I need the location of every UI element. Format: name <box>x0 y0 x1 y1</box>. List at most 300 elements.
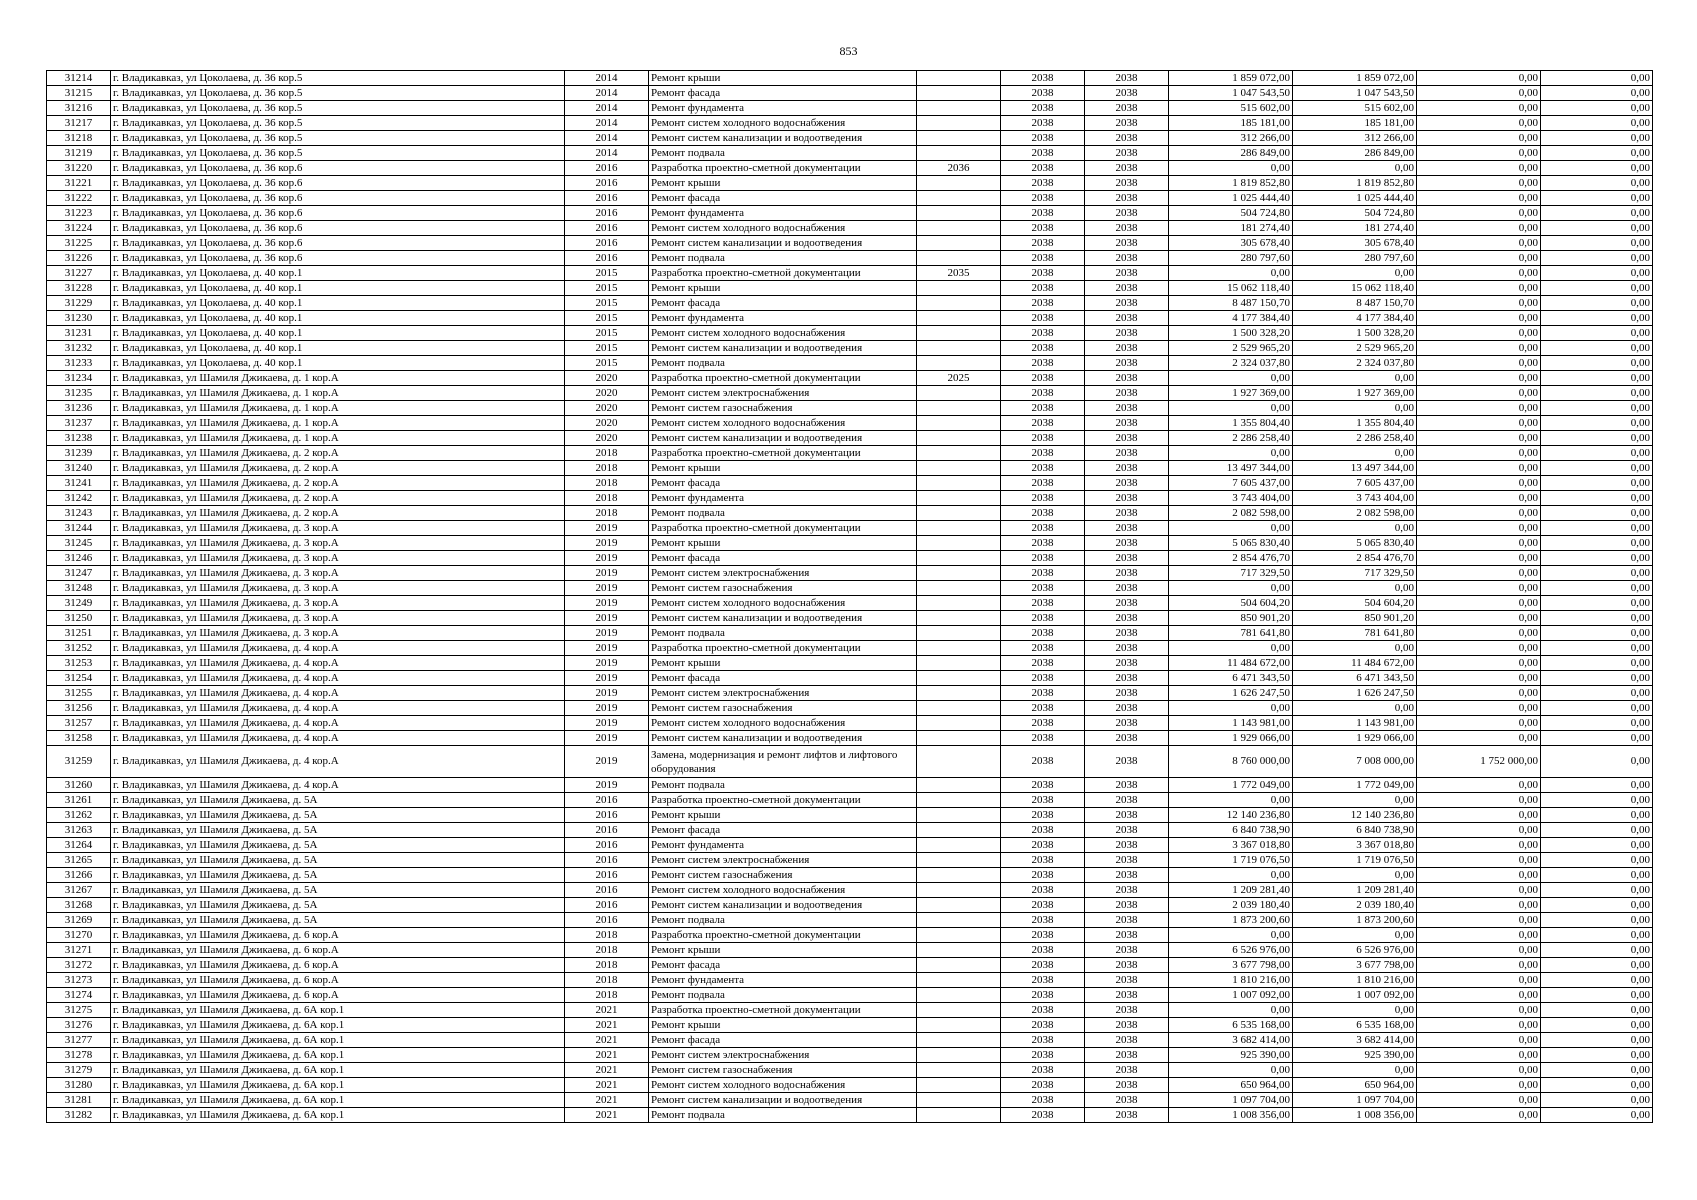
address-cell: г. Владикавказ, ул Шамиля Джикаева, д. 3 кор.А <box>111 566 565 581</box>
total-cost-cell: 504 724,80 <box>1169 206 1293 221</box>
address-cell: г. Владикавказ, ул Шамиля Джикаева, д. 6А кор.1 <box>111 1063 565 1078</box>
row-number-cell: 31271 <box>47 943 111 958</box>
owners-amount-cell: 0,00 <box>1417 311 1541 326</box>
year-built-cell: 2016 <box>565 868 649 883</box>
year-built-cell: 2016 <box>565 191 649 206</box>
owners-amount-cell: 0,00 <box>1417 521 1541 536</box>
plan-year-start-cell: 2038 <box>1001 581 1085 596</box>
other-amount-cell: 0,00 <box>1541 1078 1653 1093</box>
plan-year-end-cell: 2038 <box>1085 808 1169 823</box>
total-cost-cell: 0,00 <box>1169 161 1293 176</box>
design-year-cell <box>917 898 1001 913</box>
address-cell: г. Владикавказ, ул Шамиля Джикаева, д. 6А кор.1 <box>111 1093 565 1108</box>
plan-year-end-cell: 2038 <box>1085 131 1169 146</box>
fund-amount-cell: 3 677 798,00 <box>1293 958 1417 973</box>
plan-year-end-cell: 2038 <box>1085 958 1169 973</box>
work-type-cell: Ремонт фасада <box>649 476 917 491</box>
design-year-cell: 2035 <box>917 266 1001 281</box>
other-amount-cell: 0,00 <box>1541 386 1653 401</box>
row-number-cell: 31255 <box>47 686 111 701</box>
year-built-cell: 2018 <box>565 943 649 958</box>
work-type-cell: Ремонт систем холодного водоснабжения <box>649 116 917 131</box>
plan-year-start-cell: 2038 <box>1001 386 1085 401</box>
other-amount-cell: 0,00 <box>1541 491 1653 506</box>
total-cost-cell: 1 143 981,00 <box>1169 716 1293 731</box>
owners-amount-cell: 0,00 <box>1417 913 1541 928</box>
table-row <box>47 251 1653 266</box>
design-year-cell <box>917 251 1001 266</box>
total-cost-cell: 0,00 <box>1169 266 1293 281</box>
plan-year-start-cell: 2038 <box>1001 416 1085 431</box>
work-type-cell: Ремонт систем электроснабжения <box>649 386 917 401</box>
row-number-cell: 31258 <box>47 731 111 746</box>
design-year-cell <box>917 701 1001 716</box>
owners-amount-cell: 0,00 <box>1417 1033 1541 1048</box>
design-year-cell <box>917 611 1001 626</box>
owners-amount-cell: 0,00 <box>1417 898 1541 913</box>
work-type-cell: Ремонт фундамента <box>649 973 917 988</box>
table-row <box>47 266 1653 281</box>
table-row <box>47 596 1653 611</box>
other-amount-cell: 0,00 <box>1541 808 1653 823</box>
plan-year-start-cell: 2038 <box>1001 236 1085 251</box>
work-type-cell: Ремонт крыши <box>649 808 917 823</box>
fund-amount-cell: 1 859 072,00 <box>1293 71 1417 86</box>
table-row <box>47 883 1653 898</box>
work-type-cell: Разработка проектно-сметной документации <box>649 521 917 536</box>
plan-year-start-cell: 2038 <box>1001 551 1085 566</box>
design-year-cell <box>917 838 1001 853</box>
work-type-cell: Ремонт крыши <box>649 943 917 958</box>
plan-year-start-cell: 2038 <box>1001 778 1085 793</box>
work-type-cell: Ремонт крыши <box>649 461 917 476</box>
owners-amount-cell: 0,00 <box>1417 626 1541 641</box>
plan-year-end-cell: 2038 <box>1085 146 1169 161</box>
work-type-cell: Ремонт крыши <box>649 1018 917 1033</box>
fund-amount-cell: 8 487 150,70 <box>1293 296 1417 311</box>
work-type-cell: Ремонт систем канализации и водоотведения <box>649 611 917 626</box>
row-number-cell: 31226 <box>47 251 111 266</box>
fund-amount-cell: 504 604,20 <box>1293 596 1417 611</box>
year-built-cell: 2014 <box>565 71 649 86</box>
other-amount-cell: 0,00 <box>1541 221 1653 236</box>
year-built-cell: 2020 <box>565 431 649 446</box>
fund-amount-cell: 1 007 092,00 <box>1293 988 1417 1003</box>
year-built-cell: 2019 <box>565 716 649 731</box>
row-number-cell: 31230 <box>47 311 111 326</box>
address-cell: г. Владикавказ, ул Цоколаева, д. 36 кор.6 <box>111 161 565 176</box>
plan-year-start-cell: 2038 <box>1001 686 1085 701</box>
total-cost-cell: 280 797,60 <box>1169 251 1293 266</box>
table-row <box>47 716 1653 731</box>
plan-year-end-cell: 2038 <box>1085 898 1169 913</box>
row-number-cell: 31279 <box>47 1063 111 1078</box>
plan-year-end-cell: 2038 <box>1085 701 1169 716</box>
fund-amount-cell: 6 471 343,50 <box>1293 671 1417 686</box>
plan-year-end-cell: 2038 <box>1085 86 1169 101</box>
design-year-cell <box>917 686 1001 701</box>
year-built-cell: 2016 <box>565 838 649 853</box>
address-cell: г. Владикавказ, ул Цоколаева, д. 36 кор.6 <box>111 191 565 206</box>
other-amount-cell: 0,00 <box>1541 913 1653 928</box>
owners-amount-cell: 0,00 <box>1417 116 1541 131</box>
table-row <box>47 988 1653 1003</box>
row-number-cell: 31219 <box>47 146 111 161</box>
row-number-cell: 31254 <box>47 671 111 686</box>
year-built-cell: 2021 <box>565 1018 649 1033</box>
other-amount-cell: 0,00 <box>1541 146 1653 161</box>
year-built-cell: 2019 <box>565 746 649 778</box>
address-cell: г. Владикавказ, ул Шамиля Джикаева, д. 4 кор.А <box>111 716 565 731</box>
total-cost-cell: 6 471 343,50 <box>1169 671 1293 686</box>
address-cell: г. Владикавказ, ул Цоколаева, д. 36 кор.6 <box>111 176 565 191</box>
row-number-cell: 31224 <box>47 221 111 236</box>
plan-year-end-cell: 2038 <box>1085 386 1169 401</box>
design-year-cell <box>917 521 1001 536</box>
row-number-cell: 31246 <box>47 551 111 566</box>
address-cell: г. Владикавказ, ул Шамиля Джикаева, д. 4 кор.А <box>111 686 565 701</box>
plan-year-start-cell: 2038 <box>1001 731 1085 746</box>
design-year-cell <box>917 341 1001 356</box>
plan-year-start-cell: 2038 <box>1001 446 1085 461</box>
design-year-cell <box>917 356 1001 371</box>
address-cell: г. Владикавказ, ул Цоколаева, д. 36 кор.5 <box>111 71 565 86</box>
total-cost-cell: 1 819 852,80 <box>1169 176 1293 191</box>
other-amount-cell: 0,00 <box>1541 1033 1653 1048</box>
work-type-cell: Разработка проектно-сметной документации <box>649 446 917 461</box>
total-cost-cell: 6 526 976,00 <box>1169 943 1293 958</box>
work-type-cell: Ремонт систем газоснабжения <box>649 1063 917 1078</box>
row-number-cell: 31266 <box>47 868 111 883</box>
address-cell: г. Владикавказ, ул Шамиля Джикаева, д. 3 кор.А <box>111 536 565 551</box>
table-row <box>47 296 1653 311</box>
row-number-cell: 31257 <box>47 716 111 731</box>
other-amount-cell: 0,00 <box>1541 626 1653 641</box>
plan-year-end-cell: 2038 <box>1085 1078 1169 1093</box>
plan-year-start-cell: 2038 <box>1001 131 1085 146</box>
plan-year-start-cell: 2038 <box>1001 1093 1085 1108</box>
address-cell: г. Владикавказ, ул Шамиля Джикаева, д. 1 кор.А <box>111 386 565 401</box>
total-cost-cell: 1 719 076,50 <box>1169 853 1293 868</box>
year-built-cell: 2018 <box>565 491 649 506</box>
work-type-cell: Ремонт систем электроснабжения <box>649 1048 917 1063</box>
design-year-cell <box>917 958 1001 973</box>
other-amount-cell: 0,00 <box>1541 943 1653 958</box>
address-cell: г. Владикавказ, ул Шамиля Джикаева, д. 4 кор.А <box>111 641 565 656</box>
other-amount-cell: 0,00 <box>1541 746 1653 778</box>
year-built-cell: 2019 <box>565 551 649 566</box>
row-number-cell: 31215 <box>47 86 111 101</box>
address-cell: г. Владикавказ, ул Шамиля Джикаева, д. 6 кор.А <box>111 943 565 958</box>
owners-amount-cell: 0,00 <box>1417 296 1541 311</box>
fund-amount-cell: 0,00 <box>1293 581 1417 596</box>
row-number-cell: 31231 <box>47 326 111 341</box>
total-cost-cell: 0,00 <box>1169 701 1293 716</box>
plan-year-end-cell: 2038 <box>1085 71 1169 86</box>
total-cost-cell: 6 535 168,00 <box>1169 1018 1293 1033</box>
plan-year-start-cell: 2038 <box>1001 146 1085 161</box>
other-amount-cell: 0,00 <box>1541 71 1653 86</box>
other-amount-cell: 0,00 <box>1541 823 1653 838</box>
work-type-cell: Ремонт подвала <box>649 1108 917 1123</box>
other-amount-cell: 0,00 <box>1541 701 1653 716</box>
other-amount-cell: 0,00 <box>1541 371 1653 386</box>
design-year-cell <box>917 716 1001 731</box>
total-cost-cell: 3 677 798,00 <box>1169 958 1293 973</box>
total-cost-cell: 1 626 247,50 <box>1169 686 1293 701</box>
plan-year-start-cell: 2038 <box>1001 611 1085 626</box>
work-type-cell: Ремонт систем холодного водоснабжения <box>649 596 917 611</box>
row-number-cell: 31263 <box>47 823 111 838</box>
work-type-cell: Ремонт систем холодного водоснабжения <box>649 716 917 731</box>
total-cost-cell: 8 487 150,70 <box>1169 296 1293 311</box>
owners-amount-cell: 0,00 <box>1417 341 1541 356</box>
owners-amount-cell: 0,00 <box>1417 731 1541 746</box>
table-row <box>47 581 1653 596</box>
design-year-cell <box>917 943 1001 958</box>
design-year-cell <box>917 401 1001 416</box>
work-type-cell: Ремонт систем канализации и водоотведения <box>649 731 917 746</box>
fund-amount-cell: 5 065 830,40 <box>1293 536 1417 551</box>
row-number-cell: 31269 <box>47 913 111 928</box>
owners-amount-cell: 0,00 <box>1417 461 1541 476</box>
year-built-cell: 2018 <box>565 446 649 461</box>
year-built-cell: 2019 <box>565 536 649 551</box>
other-amount-cell: 0,00 <box>1541 206 1653 221</box>
table-row <box>47 1108 1653 1123</box>
plan-year-start-cell: 2038 <box>1001 221 1085 236</box>
row-number-cell: 31251 <box>47 626 111 641</box>
work-type-cell: Ремонт подвала <box>649 626 917 641</box>
work-type-cell: Ремонт фасада <box>649 958 917 973</box>
row-number-cell: 31270 <box>47 928 111 943</box>
other-amount-cell: 0,00 <box>1541 868 1653 883</box>
row-number-cell: 31233 <box>47 356 111 371</box>
plan-year-start-cell: 2038 <box>1001 883 1085 898</box>
design-year-cell <box>917 928 1001 943</box>
plan-year-start-cell: 2038 <box>1001 943 1085 958</box>
other-amount-cell: 0,00 <box>1541 431 1653 446</box>
row-number-cell: 31275 <box>47 1003 111 1018</box>
work-type-cell: Ремонт крыши <box>649 176 917 191</box>
total-cost-cell: 717 329,50 <box>1169 566 1293 581</box>
plan-year-end-cell: 2038 <box>1085 943 1169 958</box>
address-cell: г. Владикавказ, ул Шамиля Джикаева, д. 6А кор.1 <box>111 1003 565 1018</box>
table-row <box>47 928 1653 943</box>
total-cost-cell: 1 859 072,00 <box>1169 71 1293 86</box>
year-built-cell: 2014 <box>565 146 649 161</box>
work-type-cell: Ремонт фундамента <box>649 491 917 506</box>
owners-amount-cell: 0,00 <box>1417 1093 1541 1108</box>
table-row <box>47 221 1653 236</box>
other-amount-cell: 0,00 <box>1541 341 1653 356</box>
year-built-cell: 2018 <box>565 476 649 491</box>
design-year-cell <box>917 626 1001 641</box>
address-cell: г. Владикавказ, ул Шамиля Джикаева, д. 5А <box>111 793 565 808</box>
owners-amount-cell: 0,00 <box>1417 371 1541 386</box>
total-cost-cell: 1 097 704,00 <box>1169 1093 1293 1108</box>
owners-amount-cell: 0,00 <box>1417 431 1541 446</box>
address-cell: г. Владикавказ, ул Шамиля Джикаева, д. 2 кор.А <box>111 461 565 476</box>
year-built-cell: 2014 <box>565 131 649 146</box>
total-cost-cell: 7 605 437,00 <box>1169 476 1293 491</box>
plan-year-start-cell: 2038 <box>1001 973 1085 988</box>
owners-amount-cell: 0,00 <box>1417 686 1541 701</box>
table-row <box>47 958 1653 973</box>
year-built-cell: 2021 <box>565 1003 649 1018</box>
fund-amount-cell: 2 529 965,20 <box>1293 341 1417 356</box>
owners-amount-cell: 0,00 <box>1417 988 1541 1003</box>
row-number-cell: 31259 <box>47 746 111 778</box>
other-amount-cell: 0,00 <box>1541 131 1653 146</box>
fund-amount-cell: 312 266,00 <box>1293 131 1417 146</box>
plan-year-start-cell: 2038 <box>1001 1048 1085 1063</box>
table-row <box>47 206 1653 221</box>
fund-amount-cell: 0,00 <box>1293 928 1417 943</box>
fund-amount-cell: 1 772 049,00 <box>1293 778 1417 793</box>
work-type-cell: Ремонт систем канализации и водоотведения <box>649 1093 917 1108</box>
row-number-cell: 31221 <box>47 176 111 191</box>
table-row <box>47 853 1653 868</box>
year-built-cell: 2015 <box>565 311 649 326</box>
table-row <box>47 943 1653 958</box>
fund-amount-cell: 2 286 258,40 <box>1293 431 1417 446</box>
work-type-cell: Ремонт подвала <box>649 506 917 521</box>
table-row <box>47 236 1653 251</box>
plan-year-end-cell: 2038 <box>1085 883 1169 898</box>
fund-amount-cell: 1 873 200,60 <box>1293 913 1417 928</box>
year-built-cell: 2019 <box>565 566 649 581</box>
design-year-cell <box>917 206 1001 221</box>
fund-amount-cell: 0,00 <box>1293 868 1417 883</box>
year-built-cell: 2021 <box>565 1108 649 1123</box>
table-row <box>47 808 1653 823</box>
work-type-cell: Разработка проектно-сметной документации <box>649 793 917 808</box>
design-year-cell <box>917 868 1001 883</box>
plan-year-end-cell: 2038 <box>1085 476 1169 491</box>
row-number-cell: 31216 <box>47 101 111 116</box>
fund-amount-cell: 3 743 404,00 <box>1293 491 1417 506</box>
year-built-cell: 2018 <box>565 958 649 973</box>
owners-amount-cell: 0,00 <box>1417 506 1541 521</box>
plan-year-end-cell: 2038 <box>1085 913 1169 928</box>
other-amount-cell: 0,00 <box>1541 581 1653 596</box>
row-number-cell: 31265 <box>47 853 111 868</box>
table-row <box>47 641 1653 656</box>
year-built-cell: 2019 <box>565 641 649 656</box>
table-row <box>47 146 1653 161</box>
address-cell: г. Владикавказ, ул Цоколаева, д. 36 кор.6 <box>111 236 565 251</box>
plan-year-end-cell: 2038 <box>1085 401 1169 416</box>
total-cost-cell: 1 025 444,40 <box>1169 191 1293 206</box>
total-cost-cell: 13 497 344,00 <box>1169 461 1293 476</box>
table-row <box>47 521 1653 536</box>
total-cost-cell: 0,00 <box>1169 401 1293 416</box>
fund-amount-cell: 1 047 543,50 <box>1293 86 1417 101</box>
total-cost-cell: 0,00 <box>1169 581 1293 596</box>
work-type-cell: Ремонт систем электроснабжения <box>649 566 917 581</box>
plan-year-end-cell: 2038 <box>1085 461 1169 476</box>
fund-amount-cell: 504 724,80 <box>1293 206 1417 221</box>
design-year-cell <box>917 236 1001 251</box>
total-cost-cell: 2 854 476,70 <box>1169 551 1293 566</box>
year-built-cell: 2016 <box>565 823 649 838</box>
fund-amount-cell: 1 008 356,00 <box>1293 1108 1417 1123</box>
year-built-cell: 2016 <box>565 913 649 928</box>
design-year-cell <box>917 146 1001 161</box>
table-row <box>47 326 1653 341</box>
plan-year-start-cell: 2038 <box>1001 281 1085 296</box>
work-type-cell: Ремонт подвала <box>649 913 917 928</box>
year-built-cell: 2016 <box>565 176 649 191</box>
other-amount-cell: 0,00 <box>1541 506 1653 521</box>
fund-amount-cell: 11 484 672,00 <box>1293 656 1417 671</box>
total-cost-cell: 1 810 216,00 <box>1169 973 1293 988</box>
table-row <box>47 311 1653 326</box>
address-cell: г. Владикавказ, ул Шамиля Джикаева, д. 1 кор.А <box>111 401 565 416</box>
table-row <box>47 973 1653 988</box>
table-row <box>47 1063 1653 1078</box>
year-built-cell: 2019 <box>565 778 649 793</box>
table-row <box>47 71 1653 86</box>
owners-amount-cell: 0,00 <box>1417 1078 1541 1093</box>
fund-amount-cell: 850 901,20 <box>1293 611 1417 626</box>
table-row <box>47 1018 1653 1033</box>
design-year-cell <box>917 416 1001 431</box>
owners-amount-cell: 0,00 <box>1417 491 1541 506</box>
fund-amount-cell: 1 927 369,00 <box>1293 386 1417 401</box>
plan-year-start-cell: 2038 <box>1001 988 1085 1003</box>
year-built-cell: 2016 <box>565 808 649 823</box>
fund-amount-cell: 1 209 281,40 <box>1293 883 1417 898</box>
design-year-cell <box>917 581 1001 596</box>
address-cell: г. Владикавказ, ул Шамиля Джикаева, д. 6А кор.1 <box>111 1048 565 1063</box>
design-year-cell: 2025 <box>917 371 1001 386</box>
design-year-cell <box>917 746 1001 778</box>
fund-amount-cell: 0,00 <box>1293 371 1417 386</box>
fund-amount-cell: 181 274,40 <box>1293 221 1417 236</box>
total-cost-cell: 2 082 598,00 <box>1169 506 1293 521</box>
table-row <box>47 491 1653 506</box>
total-cost-cell: 15 062 118,40 <box>1169 281 1293 296</box>
plan-year-start-cell: 2038 <box>1001 401 1085 416</box>
design-year-cell <box>917 1048 1001 1063</box>
table-row <box>47 131 1653 146</box>
owners-amount-cell: 0,00 <box>1417 853 1541 868</box>
owners-amount-cell: 0,00 <box>1417 191 1541 206</box>
work-type-cell: Ремонт фасада <box>649 1033 917 1048</box>
plan-year-start-cell: 2038 <box>1001 838 1085 853</box>
owners-amount-cell: 0,00 <box>1417 1018 1541 1033</box>
design-year-cell <box>917 461 1001 476</box>
fund-amount-cell: 12 140 236,80 <box>1293 808 1417 823</box>
other-amount-cell: 0,00 <box>1541 266 1653 281</box>
other-amount-cell: 0,00 <box>1541 311 1653 326</box>
work-type-cell: Ремонт фундамента <box>649 311 917 326</box>
year-built-cell: 2021 <box>565 1033 649 1048</box>
design-year-cell <box>917 656 1001 671</box>
table-row <box>47 778 1653 793</box>
work-type-cell: Ремонт систем холодного водоснабжения <box>649 326 917 341</box>
other-amount-cell: 0,00 <box>1541 731 1653 746</box>
plan-year-end-cell: 2038 <box>1085 1003 1169 1018</box>
address-cell: г. Владикавказ, ул Цоколаева, д. 40 кор.1 <box>111 281 565 296</box>
owners-amount-cell: 0,00 <box>1417 326 1541 341</box>
row-number-cell: 31217 <box>47 116 111 131</box>
year-built-cell: 2021 <box>565 1048 649 1063</box>
owners-amount-cell: 0,00 <box>1417 146 1541 161</box>
row-number-cell: 31272 <box>47 958 111 973</box>
